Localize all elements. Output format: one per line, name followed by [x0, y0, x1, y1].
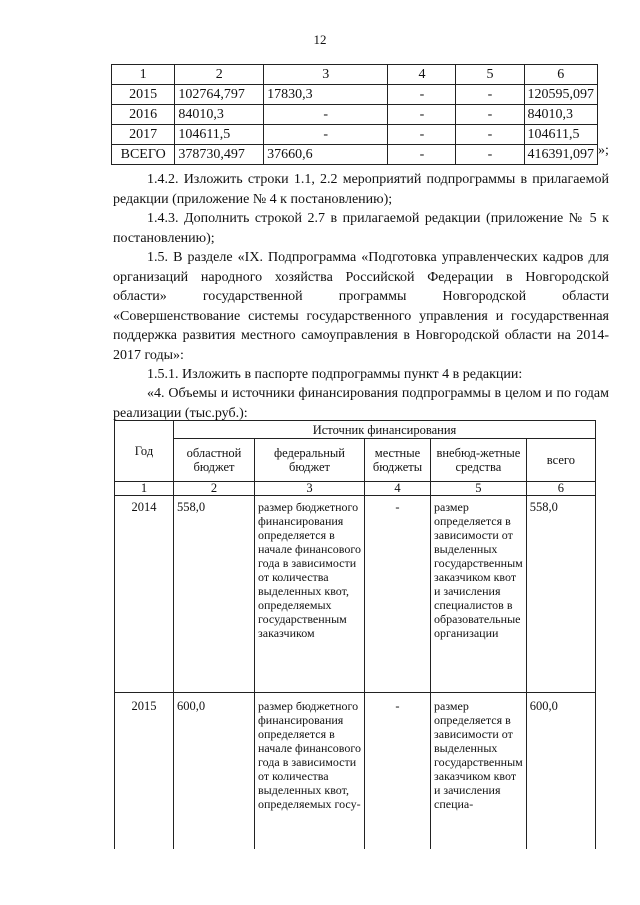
table-header-row: [115, 421, 596, 439]
table-cell: 84010,3: [524, 105, 598, 125]
table-cell: -: [388, 85, 456, 105]
table-cell: -: [456, 85, 524, 105]
table-header-cell: 6: [524, 65, 598, 85]
table-cell: 2017: [112, 125, 175, 145]
regional-budget-cell: 558,0: [174, 496, 255, 693]
table-cell: 104611,5: [524, 125, 598, 145]
table-cell: -: [264, 125, 388, 145]
local-budgets-header: местные бюджеты: [365, 439, 431, 482]
local-budgets-cell: -: [365, 693, 431, 850]
table-cell: 120595,097: [524, 85, 598, 105]
table-row: [115, 496, 596, 693]
total-cell: 600,0: [526, 693, 595, 850]
page-number: 12: [313, 32, 327, 47]
table-header-cell: 3: [264, 65, 388, 85]
table-cell: -: [456, 125, 524, 145]
table-cell: -: [388, 105, 456, 125]
paragraph-1-4-2: 1.4.2. Изложить строки 1.1, 2.2 мероприятий подпрограммы в прилагаемой редакции (приложение № 4 к постановлению);: [113, 172, 609, 207]
table-cell: -: [264, 105, 388, 125]
federal-budget-cell: размер бюджетного финансирования определяется в начале финансового года в зависимости от количества выделенных квот, определяемых государственным заказчиком: [255, 496, 365, 693]
paragraph-1-5: 1.5. В разделе «IX. Подпрограмма «Подготовка управленческих кадров для организаций народного хозяйства Российской Федерации в Новгородской области» государственной программы Новгородской области «Совершенствование системы государственного управления и государственная поддержка развития местного самоуправления в Новгородской области на 2014-2017 годы»:: [113, 250, 609, 363]
table-cell: -: [456, 105, 524, 125]
table-cell: 17830,3: [264, 85, 388, 105]
table-header-cell: 4: [388, 65, 456, 85]
table-row: [115, 693, 596, 850]
year-cell: 2015: [115, 693, 174, 850]
column-number: 4: [365, 482, 431, 496]
table-cell: 2015: [112, 85, 175, 105]
federal-budget-header: федеральный бюджет: [255, 439, 365, 482]
table-cell: 102764,797: [175, 85, 264, 105]
financing-table-continued: [111, 64, 598, 165]
table-cell: -: [456, 145, 524, 165]
extrabudget-cell: размер определяется в зависимости от выделенных государственным заказчиком квот и зачисления специалистов в образовательные организации: [431, 496, 527, 693]
table-header-cell: 5: [456, 65, 524, 85]
year-header: Год: [115, 421, 174, 482]
table-header-row: [112, 65, 598, 85]
column-number-row: [115, 482, 596, 496]
extrabudget-cell: размер определяется в зависимости от выделенных государственным заказчиком квот и зачисления специа-: [431, 693, 527, 850]
table-cell: 84010,3: [175, 105, 264, 125]
table-header-cell: 2: [175, 65, 264, 85]
total-header: всего: [526, 439, 595, 482]
table-cell: 104611,5: [175, 125, 264, 145]
table-cell: 2016: [112, 105, 175, 125]
table-header-cell: 1: [112, 65, 175, 85]
paragraph-1-5-1: 1.5.1. Изложить в паспорте подпрограммы пункт 4 в редакции:: [147, 367, 523, 382]
local-budgets-cell: -: [365, 496, 431, 693]
table-cell: ВСЕГО: [112, 145, 175, 165]
column-number: 6: [526, 482, 595, 496]
table-row: [112, 105, 598, 125]
column-number: 1: [115, 482, 174, 496]
column-number: 2: [174, 482, 255, 496]
quote-close: »;: [598, 143, 609, 158]
funding-sources-table: [114, 420, 596, 849]
table-cell: 416391,097: [524, 145, 598, 165]
year-cell: 2014: [115, 496, 174, 693]
funding-source-header: Источник финансирования: [174, 421, 596, 439]
table-cell: 37660,6: [264, 145, 388, 165]
table-row: [112, 85, 598, 105]
paragraph-1-4-3: 1.4.3. Дополнить строкой 2.7 в прилагаемой редакции (приложение № 5 к постановлению);: [113, 211, 609, 246]
table-cell: -: [388, 145, 456, 165]
table-subheader-row: [115, 439, 596, 482]
total-cell: 558,0: [526, 496, 595, 693]
table-row: [112, 125, 598, 145]
paragraph-volumes: «4. Объемы и источники финансирования подпрограммы в целом и по годам реализации (тыс.руб.):: [113, 386, 609, 421]
regional-budget-header: областной бюджет: [174, 439, 255, 482]
column-number: 5: [431, 482, 527, 496]
table-cell: -: [388, 125, 456, 145]
column-number: 3: [255, 482, 365, 496]
extrabudget-header: внебюд-жетные средства: [431, 439, 527, 482]
federal-budget-cell: размер бюджетного финансирования определяется в начале финансового года в зависимости от количества выделенных квот, определяемых госу-: [255, 693, 365, 850]
regional-budget-cell: 600,0: [174, 693, 255, 850]
table-row-total: [112, 145, 598, 165]
table-cell: 378730,497: [175, 145, 264, 165]
